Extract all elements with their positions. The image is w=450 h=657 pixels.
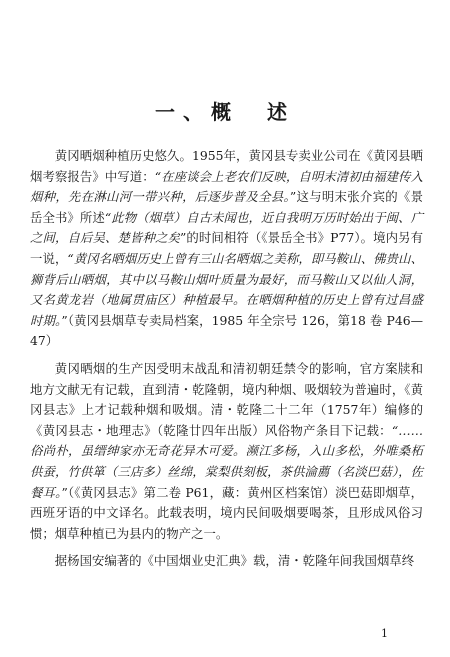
paragraph-1-quote-2: “此物（烟草）自古未闻也，近自我明万历时始出于闽、广之间，自后吴、楚皆种之矣 (30, 209, 423, 246)
paragraph-3 (30, 551, 423, 572)
page-number: 1 (381, 627, 388, 640)
paragraph-2-quote-1: “……俗尚朴，虽缙绅家亦无奇花异木可爱。濒江多杨，入山多松，外唯桑柘供蚕，竹供箪（三店多）丝绵，棠梨供刻板，茶供淪薦（名淡巴菇），佐餐耳。 (30, 422, 423, 500)
section-heading: 一、概 述 (155, 100, 295, 124)
paragraph-1-text-2: ”这与明末张介宾的《景岳全书》所述 (30, 189, 423, 225)
paragraph-1 (30, 146, 423, 352)
paragraph-3-text-1: 据杨国安编著的《中国烟业史汇典》载，清・乾隆年间我国烟草终 (54, 553, 415, 569)
paragraph-1-quote-1: “在座谈会上老农们反映，自明末清初由福建传入烟种，先在淋山河一带兴种，后逐步普及全县。 (30, 168, 423, 205)
paragraph-1-quote-3: “黄冈名晒烟历史上曾有三山名晒烟之美称，即马鞍山、佛贵山、狮背后山晒烟，其中以马鞍山烟叶质量为最好，而马鞍山又以仙人洞，又名黄龙岩（地属贯庙区）种植最早。在晒烟种植的历史上曾有过昌盛时期。 (30, 250, 423, 328)
paragraph-2-text-2: ”（《黄冈县志》第二卷 P61，藏：黄州区档案馆）淡巴菇即烟草，西班牙语的中文译名。此载表明，境内民间吸烟要喝茶，且形成风俗习惯；烟草种植已为县内的物产之一。 (30, 484, 423, 541)
paragraph-2-text-1: 黄冈晒烟的生产因受明末战乱和清初朝廷禁令的影响，官方案牍和地方文献无有记载，直到清・乾隆朝，境内种烟、吸烟较为普遍时，《黄冈县志》上才记载种烟和吸烟。清・乾隆二十二年（1757年）编修的《黄冈县志・地理志》（乾隆廿四年出版）风俗物产条目下记载： (30, 360, 423, 438)
paragraph-2 (30, 359, 423, 544)
body-text (30, 146, 423, 579)
paragraph-1-text-4: ”（黄冈县烟草专卖局档案，1985 年全宗号 126，第18 卷 P46—47） (30, 312, 423, 349)
paragraph-1-text-3: ”的时间相符（《景岳全书》P77）。境内另有一说， (30, 230, 424, 266)
paragraph-1-text-1: 黄冈晒烟种植历史悠久。1955年，黄冈县专卖业公司在《黄冈县晒烟考察报告》中写道： (30, 148, 423, 184)
